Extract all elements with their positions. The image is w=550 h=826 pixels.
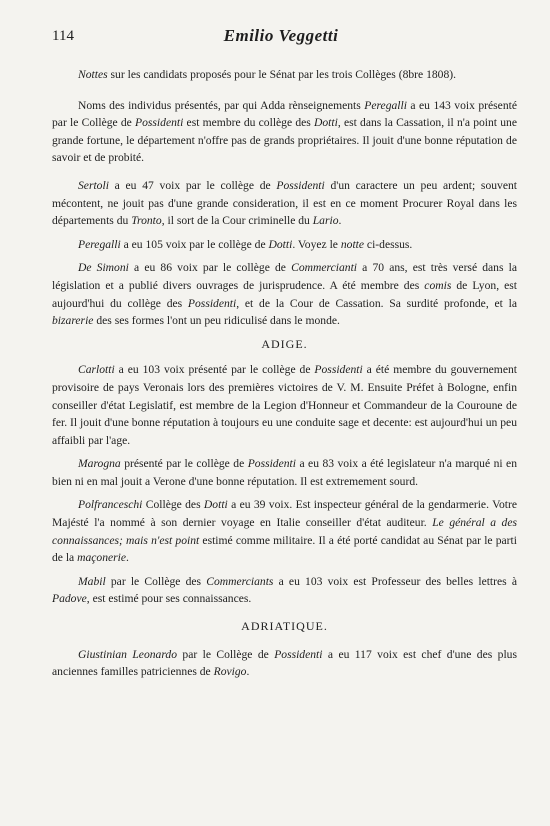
intro-paragraph: [52, 66, 517, 84]
italic-text-run: Sertoli: [78, 178, 109, 192]
paragraph-de-simoni: [52, 259, 517, 329]
text-run: a eu 117 voix est chef d'une des plus anciennes familles patriciennes de: [52, 647, 517, 679]
text-run: a eu 39 voix. Est inspecteur général de la gendarmerie. Votre Majésté l'a nommé à son dernier voyage en Italie conseiller d'état auditeur.: [52, 498, 517, 530]
adriatique-block: [52, 646, 517, 681]
paragraph-marogna: [52, 455, 517, 490]
text-run: de Lyon, est aujourd'hui du collège des: [52, 278, 517, 310]
italic-text-run: Possidenti: [276, 178, 325, 192]
section-heading-adriatique: ADRIATIQUE.: [241, 619, 328, 634]
paragraph-sertoli: [52, 177, 517, 230]
text-run: par le Collège de: [177, 647, 275, 661]
text-run: Noms des individus présentés, par qui Adda rènseignements: [78, 98, 365, 112]
text-run: . Voyez le: [292, 237, 341, 251]
italic-text-run: Padove: [52, 592, 87, 606]
italic-text-run: Rovigo: [213, 665, 247, 679]
text-run: est membre du collège des: [183, 116, 315, 130]
adige-block: [52, 361, 517, 608]
italic-text-run: Lario: [312, 214, 339, 228]
text-run: a 70 ans, est très versé dans la législation et a publié divers ouvrages de jurisprudence. A été membre des: [52, 261, 518, 292]
section-heading-adige: ADIGE.: [261, 336, 308, 351]
italic-text-run: Dotti: [268, 237, 293, 251]
page-number: 114: [52, 28, 74, 44]
italic-text-run: notte: [340, 237, 365, 251]
italic-text-run: Mabil: [78, 574, 106, 588]
italic-text-run: Possidenti: [314, 363, 363, 377]
paragraph-mabil: [52, 573, 517, 608]
running-title: Emilio Veggetti: [223, 26, 339, 45]
paragraph-giustinian: [52, 646, 517, 681]
text-run: ci-dessus.: [364, 237, 413, 251]
text-run: .: [246, 665, 250, 679]
text-run: par le Collège des: [105, 574, 207, 588]
text-run: Collège des: [142, 498, 204, 512]
page-body: [52, 66, 517, 685]
text-run: , et de la Cour de Cassation. Sa surdité profonde, et la: [236, 296, 517, 310]
text-run: , il sort de la Cour criminelle du: [161, 214, 313, 228]
text-run: a eu 83 voix a été legislateur n'a marqué ni en bien ni en mal jouit a Verone d'une bonne réputation. Il est extremement sourd.: [52, 457, 517, 488]
italic-text-run: Le général a des connaissances; mais n'est point: [52, 516, 517, 547]
text-run: a eu 105 voix par le collège de: [120, 237, 269, 251]
italic-text-run: Nottes: [78, 68, 108, 81]
italic-text-run: Dotti: [314, 116, 338, 130]
italic-text-run: Commerciants: [206, 574, 274, 588]
text-run: .: [126, 551, 129, 565]
paragraph-carlotti: [52, 361, 517, 449]
text-run: , est dans la Cassation, il n'a point une grande fortune, le département n'offre pas de grands propriétaires. Il jouit d'une bonne réputation de savoir et de probité.: [52, 116, 517, 165]
text-run: a eu 103 voix est Professeur des belles lettres à: [273, 574, 517, 588]
italic-text-run: Peregalli: [78, 237, 121, 251]
italic-text-run: Giustinian Leonardo: [78, 647, 178, 661]
text-run: d'un caractere un peu ardent; souvent mécontent, ne jouit pas d'une grande consideration, il est en ce moment Procurer Royal dans les départements du: [52, 178, 518, 228]
paragraph-polfranceschi: [52, 496, 517, 566]
text-run: , est estimé pour ses connaissances.: [86, 592, 252, 606]
text-run: des ses formes l'ont un peu ridiculisé dans le monde.: [93, 314, 340, 328]
italic-text-run: Possidenti: [274, 647, 323, 661]
text-run: a eu 103 voix présenté par le collège de: [114, 363, 315, 377]
text-run: a été membre du gouvernement provisoire de pays Veronais lors des premières victoires de V. M. Ensuite Préfet à Bologne, enfin conseiller d'état Legislatif, est membre de la Legion d'Honneur et Commandeur de la Couroune de fer. Il jouit d'une bonne réputation à toujours eu une conduite sage et decente: est aujourd'hui un peu affaibli par l'age.: [52, 363, 517, 447]
page-header: [52, 28, 510, 52]
italic-text-run: bizarerie: [52, 314, 94, 328]
text-run: a eu 47 voix par le collège de: [108, 178, 277, 192]
italic-text-run: Possidenti: [187, 296, 237, 310]
italic-text-run: comis: [424, 278, 452, 292]
text-run: présenté par le collège de: [120, 457, 248, 471]
italic-text-run: Marogna: [78, 457, 121, 471]
text-run: a eu 86 voix par le collège de: [128, 261, 292, 275]
text-run: .: [338, 214, 342, 228]
paragraph-peregalli-1: [52, 97, 517, 167]
text-run: a eu 143 voix présenté par le Collège de: [52, 98, 517, 130]
italic-text-run: Commercianti: [291, 261, 358, 275]
intro-block: [52, 66, 517, 330]
italic-text-run: Polfranceschi: [78, 498, 143, 512]
italic-text-run: Dotti: [203, 498, 228, 512]
italic-text-run: Possidenti: [247, 457, 296, 471]
italic-text-run: Carlotti: [78, 363, 115, 377]
paragraph-peregalli-2: [52, 236, 517, 254]
italic-text-run: Possidenti: [135, 116, 184, 130]
italic-text-run: maçonerie: [77, 551, 127, 565]
italic-text-run: Peregalli: [364, 98, 407, 112]
italic-text-run: Tronto: [131, 214, 162, 228]
text-run: estimé comme militaire. Il a été porté candidat au Sénat par le parti de la: [52, 533, 517, 565]
text-run: sur les candidats proposés pour le Sénat par les trois Collèges (8bre 1808).: [107, 68, 457, 81]
italic-text-run: De Simoni: [78, 261, 129, 275]
